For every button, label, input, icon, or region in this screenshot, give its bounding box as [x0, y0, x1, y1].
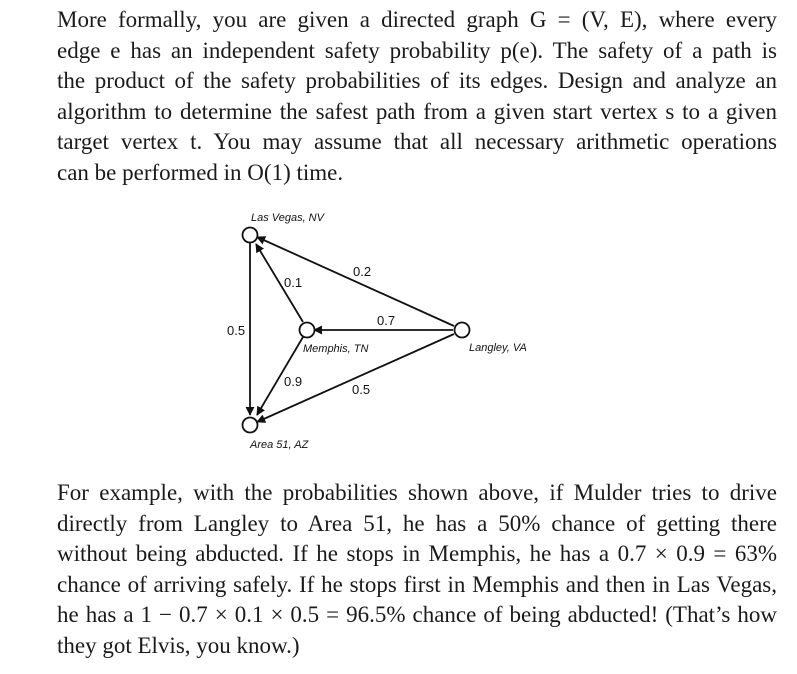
vertex-memphis [300, 323, 315, 338]
edge-label-memphis-lasvegas: 0.1 [284, 275, 303, 290]
paragraph-example [19, 478, 777, 662]
edge-label-langley-area51: 0.5 [352, 382, 371, 397]
text-line: they got Elvis, you know.) [57, 632, 300, 658]
text-line: without being abducted. If he stops in Memphis, he has a 0.7 × 0.9 = 63% [57, 541, 777, 567]
edge-label-memphis-area51: 0.9 [284, 374, 303, 389]
text-line: algorithm to determine the safest path from a given start vertex s to a given [57, 98, 777, 124]
vertex-label-area51: Area 51, AZ [250, 439, 309, 451]
text-line: edge e has an independent safety probability p(e). The safety of a path is [57, 37, 777, 63]
vertex-label-las-vegas: Las Vegas, NV [251, 212, 324, 224]
text-line: For example, with the probabilities shown above, if Mulder tries to drive [57, 480, 777, 505]
vertex-las-vegas [243, 228, 258, 243]
text-line: the product of the safety probabilities of its edges. Design and analyze an [57, 68, 777, 94]
text-line: chance of arriving safely. If he stops first in Memphis and then in Las Vegas, [57, 571, 777, 597]
edge-label-lasvegas-area51: 0.5 [227, 323, 246, 338]
graph-figure [220, 205, 560, 455]
vertex-langley [455, 323, 470, 338]
vertex-label-memphis: Memphis, TN [303, 343, 369, 355]
text-line: target vertex t. You may assume that all necessary arithmetic operations [57, 129, 777, 155]
text-line: can be performed in O(1) time. [57, 159, 344, 185]
vertex-label-langley: Langley, VA [469, 342, 527, 354]
paragraph-problem-statement [19, 5, 777, 189]
vertex-area51 [243, 418, 258, 433]
text-line: directly from Langley to Area 51, he has a 50% chance of getting there [57, 510, 777, 536]
edge-label-langley-memphis: 0.7 [377, 313, 396, 328]
text-line: More formally, you are given a directed graph G = (V, E), where every [57, 7, 777, 32]
text-line: he has a 1 − 0.7 × 0.1 × 0.5 = 96.5% chance of being abducted! (That’s how [57, 602, 777, 628]
edge-label-langley-lasvegas: 0.2 [353, 264, 372, 279]
